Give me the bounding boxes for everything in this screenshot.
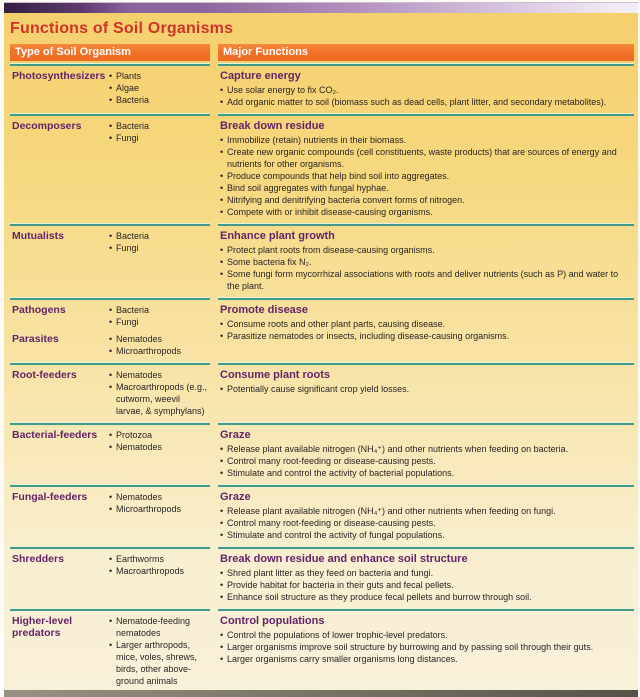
organism-item: [109, 381, 208, 417]
functions-cell: [218, 608, 634, 690]
organism-group: [12, 429, 208, 453]
function-item: [220, 567, 632, 579]
function-item-text: Some fungi form mycorrhizal associations with roots and deliver nutrients (such as P) and water to the plant.: [227, 269, 619, 291]
organism-item-text: Algae: [116, 83, 140, 93]
function-item: [220, 383, 632, 395]
organism-item-text: Bacteria: [116, 95, 150, 105]
bullet-marker: •: [220, 319, 224, 329]
table-body: [4, 61, 638, 690]
function-item: [220, 517, 632, 529]
bullet-marker: •: [109, 121, 113, 131]
organism-item-list: [109, 333, 208, 357]
function-item: [220, 629, 632, 641]
table-header-row: [4, 44, 638, 61]
table-row: [10, 297, 634, 360]
organism-item-list: [109, 230, 208, 254]
organism-group: [12, 369, 208, 417]
organism-item-text: Macroarthropods: [116, 566, 185, 576]
organism-item: [109, 304, 208, 316]
bullet-marker: •: [109, 382, 113, 392]
organism-item: [109, 491, 208, 503]
function-item-text: Create new organic compounds (cell constituents, waste products) that are sources of energy and nutrients for other organisms.: [227, 147, 617, 169]
function-item-text: Use solar energy to fix CO₂.: [227, 85, 339, 95]
function-item: [220, 206, 632, 218]
organism-item: [109, 429, 208, 441]
bullet-marker: •: [109, 346, 113, 356]
function-item-text: Stimulate and control the activity of bacterial populations.: [227, 468, 455, 478]
function-item: [220, 579, 632, 591]
function-item-text: Protect plant roots from disease-causing organisms.: [227, 245, 435, 255]
table-row: [10, 546, 634, 606]
function-item: [220, 170, 632, 182]
organism-cell: [10, 223, 210, 295]
function-list: [220, 505, 632, 541]
organism-item-text: Nematodes: [116, 442, 163, 452]
decorative-purple-bar: [4, 2, 638, 13]
function-item-text: Control many root-feeding or disease-causing pests.: [227, 456, 436, 466]
table-row: [10, 608, 634, 690]
function-item: [220, 455, 632, 467]
figure-title: Functions of Soil Organisms: [10, 20, 234, 37]
organism-name: Fungal-feeders: [12, 491, 88, 503]
function-item-text: Shred plant litter as they feed on bacteria and fungi.: [227, 568, 434, 578]
bullet-marker: •: [220, 654, 224, 664]
organism-item: [109, 503, 208, 515]
organism-item: [109, 553, 208, 565]
organism-item: [109, 333, 208, 345]
bullet-marker: •: [220, 207, 224, 217]
soil-organisms-table-figure: [4, 2, 638, 697]
bullet-marker: •: [220, 85, 224, 95]
function-item-text: Potentially cause significant crop yield losses.: [227, 384, 410, 394]
function-item: [220, 529, 632, 541]
organism-cell: [10, 546, 210, 606]
organism-item-text: Bacteria: [116, 305, 150, 315]
function-item-text: Immobilize (retain) nutrients in their biomass.: [227, 135, 407, 145]
organism-name: Shredders: [12, 553, 64, 565]
bullet-marker: •: [220, 269, 224, 279]
function-item: [220, 84, 632, 96]
column-header-major-functions: Major Functions: [218, 44, 634, 61]
organism-item-list: [109, 615, 208, 687]
organism-item-text: Microarthropods: [116, 504, 182, 514]
bullet-marker: •: [220, 331, 224, 341]
organism-group: [12, 553, 208, 577]
function-list: [220, 629, 632, 665]
organism-item-text: Nematodes: [116, 334, 163, 344]
table-row: [10, 113, 634, 221]
organism-name: Bacterial-feeders: [12, 429, 98, 441]
organism-group: [12, 120, 208, 144]
function-item: [220, 505, 632, 517]
organism-item: [109, 242, 208, 254]
function-item: [220, 591, 632, 603]
organism-name: Higher-level predators: [12, 615, 73, 639]
bullet-marker: •: [220, 171, 224, 181]
organism-item: [109, 70, 208, 82]
function-list: [220, 443, 632, 479]
column-header-type-of-soil-organism: Type of Soil Organism: [10, 44, 210, 61]
function-item: [220, 330, 632, 342]
organism-item-text: Bacteria: [116, 231, 150, 241]
function-item-text: Some bacteria fix N₂.: [227, 257, 312, 267]
bullet-marker: •: [220, 642, 224, 652]
function-item: [220, 467, 632, 479]
organism-name: Parasites: [12, 333, 59, 345]
function-item: [220, 256, 632, 268]
functions-cell: [218, 422, 634, 482]
organism-item: [109, 345, 208, 357]
organism-cell: [10, 362, 210, 420]
function-list: [220, 567, 632, 603]
function-item: [220, 182, 632, 194]
function-item-text: Compete with or inhibit disease-causing organisms.: [227, 207, 433, 217]
function-item-text: Bind soil aggregates with fungal hyphae.: [227, 183, 389, 193]
function-item-text: Release plant available nitrogen (NH₄⁺) and other nutrients when feeding on fungi.: [227, 506, 556, 516]
organism-item: [109, 230, 208, 242]
function-heading: Graze: [220, 429, 251, 441]
organism-item-text: Plants: [116, 71, 142, 81]
organism-group: [12, 230, 208, 254]
bullet-marker: •: [220, 506, 224, 516]
bullet-marker: •: [109, 442, 113, 452]
bullet-marker: •: [109, 83, 113, 93]
bullet-marker: •: [220, 195, 224, 205]
function-heading: Promote disease: [220, 304, 309, 316]
function-item: [220, 244, 632, 256]
bullet-marker: •: [109, 95, 113, 105]
organism-item: [109, 82, 208, 94]
functions-cell: [218, 546, 634, 606]
organism-item-list: [109, 553, 208, 577]
bullet-marker: •: [220, 183, 224, 193]
organism-cell: [10, 484, 210, 544]
bullet-marker: •: [109, 504, 113, 514]
function-item-text: Enhance soil structure as they produce fecal pellets and burrow through soil.: [227, 592, 532, 602]
organism-item-list: [109, 304, 208, 328]
function-item-text: Nitrifying and denitrifying bacteria convert forms of nitrogen.: [227, 195, 465, 205]
functions-cell: [218, 63, 634, 111]
bullet-marker: •: [220, 568, 224, 578]
function-list: [220, 244, 632, 292]
functions-cell: [218, 484, 634, 544]
function-heading: Capture energy: [220, 70, 301, 82]
bullet-marker: •: [220, 468, 224, 478]
organism-cell: [10, 422, 210, 482]
organism-item-text: Microarthropods: [116, 346, 182, 356]
organism-item: [109, 94, 208, 106]
bullet-marker: •: [220, 97, 224, 107]
bullet-marker: •: [109, 566, 113, 576]
function-item-text: Control the populations of lower trophic-level predators.: [227, 630, 448, 640]
table-row: [10, 484, 634, 544]
organism-group: [12, 304, 208, 328]
organism-item-list: [109, 491, 208, 515]
organism-item: [109, 120, 208, 132]
bullet-marker: •: [109, 334, 113, 344]
function-list: [220, 318, 632, 342]
bullet-marker: •: [220, 530, 224, 540]
function-item: [220, 443, 632, 455]
function-item-text: Larger organisms carry smaller organisms long distances.: [227, 654, 458, 664]
organism-item: [109, 132, 208, 144]
organism-item-text: Fungi: [116, 243, 139, 253]
organism-item-text: Protozoa: [116, 430, 153, 440]
functions-cell: [218, 223, 634, 295]
function-heading: Control populations: [220, 615, 325, 627]
function-item: [220, 134, 632, 146]
function-item-text: Consume roots and other plant parts, causing disease.: [227, 319, 446, 329]
bullet-marker: •: [220, 580, 224, 590]
function-item-text: Add organic matter to soil (biomass such as dead cells, plant litter, and secondary metabolites).: [227, 97, 607, 107]
organism-item-text: Nematodes: [116, 492, 163, 502]
bullet-marker: •: [109, 430, 113, 440]
organism-cell: [10, 63, 210, 111]
function-item: [220, 146, 632, 170]
organism-name: Mutualists: [12, 230, 64, 242]
function-item-text: Release plant available nitrogen (NH₄⁺) and other nutrients when feeding on bacteria.: [227, 444, 569, 454]
table-row: [10, 362, 634, 420]
table-row: [10, 223, 634, 295]
function-item-text: Larger organisms improve soil structure by burrowing and by passing soil through their guts.: [227, 642, 594, 652]
function-item: [220, 653, 632, 665]
bullet-marker: •: [109, 317, 113, 327]
bullet-marker: •: [220, 384, 224, 394]
bullet-marker: •: [220, 592, 224, 602]
bullet-marker: •: [220, 135, 224, 145]
organism-item-list: [109, 369, 208, 417]
organism-item-text: Fungi: [116, 317, 139, 327]
organism-name: Photosynthesizers: [12, 70, 106, 82]
function-item-text: Produce compounds that help bind soil into aggregates.: [227, 171, 450, 181]
organism-name: Pathogens: [12, 304, 66, 316]
organism-item: [109, 316, 208, 328]
function-item-text: Stimulate and control the activity of fungal populations.: [227, 530, 445, 540]
organism-item-text: Earthworms: [116, 554, 165, 564]
organism-item-text: Fungi: [116, 133, 139, 143]
function-item-text: Provide habitat for bacteria in their guts and fecal pellets.: [227, 580, 454, 590]
organism-item-text: Macroarthropods (e.g., cutworm, weevil larvae, & symphylans): [116, 382, 208, 416]
organism-item-text: Larger arthropods, mice, voles, shrews, birds, other above-ground animals: [116, 640, 198, 686]
bullet-marker: •: [220, 630, 224, 640]
organism-name: Decomposers: [12, 120, 82, 132]
function-item: [220, 194, 632, 206]
bullet-marker: •: [109, 133, 113, 143]
bullet-marker: •: [109, 231, 113, 241]
organism-item-text: Nematode-feeding nematodes: [116, 616, 191, 638]
bullet-marker: •: [220, 518, 224, 528]
function-heading: Break down residue: [220, 120, 325, 132]
organism-group: [12, 70, 208, 106]
bullet-marker: •: [109, 305, 113, 315]
bullet-marker: •: [109, 616, 113, 626]
organism-item: [109, 369, 208, 381]
function-heading: Enhance plant growth: [220, 230, 335, 242]
function-item: [220, 96, 632, 108]
organism-item: [109, 615, 208, 639]
bullet-marker: •: [220, 257, 224, 267]
bullet-marker: •: [109, 370, 113, 380]
bullet-marker: •: [220, 245, 224, 255]
organism-group: [12, 333, 208, 357]
function-item: [220, 268, 632, 292]
function-heading: Break down residue and enhance soil structure: [220, 553, 468, 565]
functions-cell: [218, 297, 634, 360]
bullet-marker: •: [220, 444, 224, 454]
function-item-text: Control many root-feeding or disease-causing pests.: [227, 518, 436, 528]
function-list: [220, 134, 632, 218]
organism-item: [109, 639, 208, 687]
function-heading: Graze: [220, 491, 251, 503]
bullet-marker: •: [109, 243, 113, 253]
functions-cell: [218, 113, 634, 221]
organism-name: Root-feeders: [12, 369, 77, 381]
organism-item-list: [109, 429, 208, 453]
bullet-marker: •: [220, 456, 224, 466]
function-heading: Consume plant roots: [220, 369, 331, 381]
organism-group: [12, 615, 208, 687]
function-list: [220, 84, 632, 108]
table-row: [10, 422, 634, 482]
function-item: [220, 318, 632, 330]
bullet-marker: •: [109, 640, 113, 650]
organism-item-list: [109, 70, 208, 106]
scan-edge-shadow: [4, 690, 638, 697]
bullet-marker: •: [109, 492, 113, 502]
organism-item-text: Bacteria: [116, 121, 150, 131]
bullet-marker: •: [220, 147, 224, 157]
organism-group: [12, 491, 208, 515]
organism-cell: [10, 608, 210, 690]
organism-item-list: [109, 120, 208, 144]
bullet-marker: •: [109, 71, 113, 81]
function-item: [220, 641, 632, 653]
functions-cell: [218, 362, 634, 420]
organism-item: [109, 441, 208, 453]
organism-cell: [10, 113, 210, 221]
bullet-marker: •: [109, 554, 113, 564]
function-item-text: Parasitize nematodes or insects, including disease-causing organisms.: [227, 331, 510, 341]
table-row: [10, 63, 634, 111]
organism-cell: [10, 297, 210, 360]
organism-item-text: Nematodes: [116, 370, 163, 380]
organism-item: [109, 565, 208, 577]
function-list: [220, 383, 632, 395]
